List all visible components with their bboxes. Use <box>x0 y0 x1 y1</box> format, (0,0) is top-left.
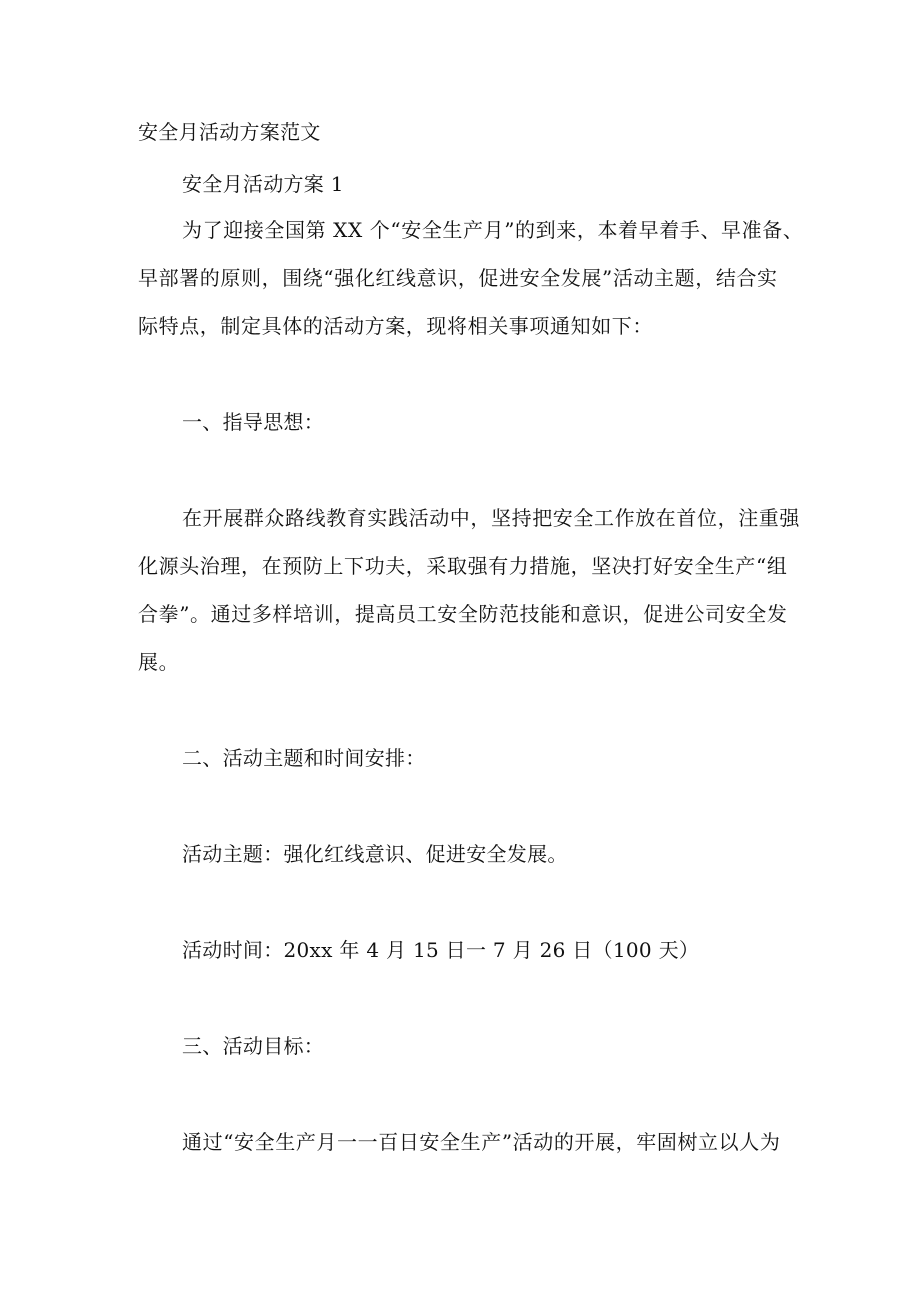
paragraph-line: 际特点，制定具体的活动方案，现将相关事项通知如下： <box>138 314 653 338</box>
activity-theme-line: 活动主题：强化红线意识、促进安全发展。 <box>182 842 568 866</box>
document-subtitle: 安全月活动方案 1 <box>182 172 344 196</box>
document-title: 安全月活动方案范文 <box>138 120 321 144</box>
paragraph-line: 化源头治理，在预防上下功夫，采取强有力措施，坚决打好安全生产“组 <box>138 554 788 578</box>
activity-time-line: 活动时间：20xx 年 4 月 15 日一 7 月 26 日（100 天） <box>182 938 700 962</box>
paragraph-line: 在开展群众路线教育实践活动中，坚持把安全工作放在首位，注重强 <box>182 506 800 530</box>
paragraph-line: 为了迎接全国第 XX 个“安全生产月”的到来，本着早着手、早准备、 <box>182 218 804 242</box>
paragraph-line: 展。 <box>138 650 180 674</box>
section-heading-theme-and-schedule: 二、活动主题和时间安排： <box>182 746 426 770</box>
paragraph-line: 合拳”。通过多样培训，提高员工安全防范技能和意识，促进公司安全发 <box>138 602 788 626</box>
paragraph-line: 通过“安全生产月一一百日安全生产”活动的开展，牢固树立以人为 <box>182 1130 781 1154</box>
section-heading-guiding-ideology: 一、指导思想： <box>182 410 325 434</box>
section-heading-goals: 三、活动目标： <box>182 1034 325 1058</box>
paragraph-line: 早部署的原则，围绕“强化红线意识，促进安全发展”活动主题，结合实 <box>138 266 778 290</box>
